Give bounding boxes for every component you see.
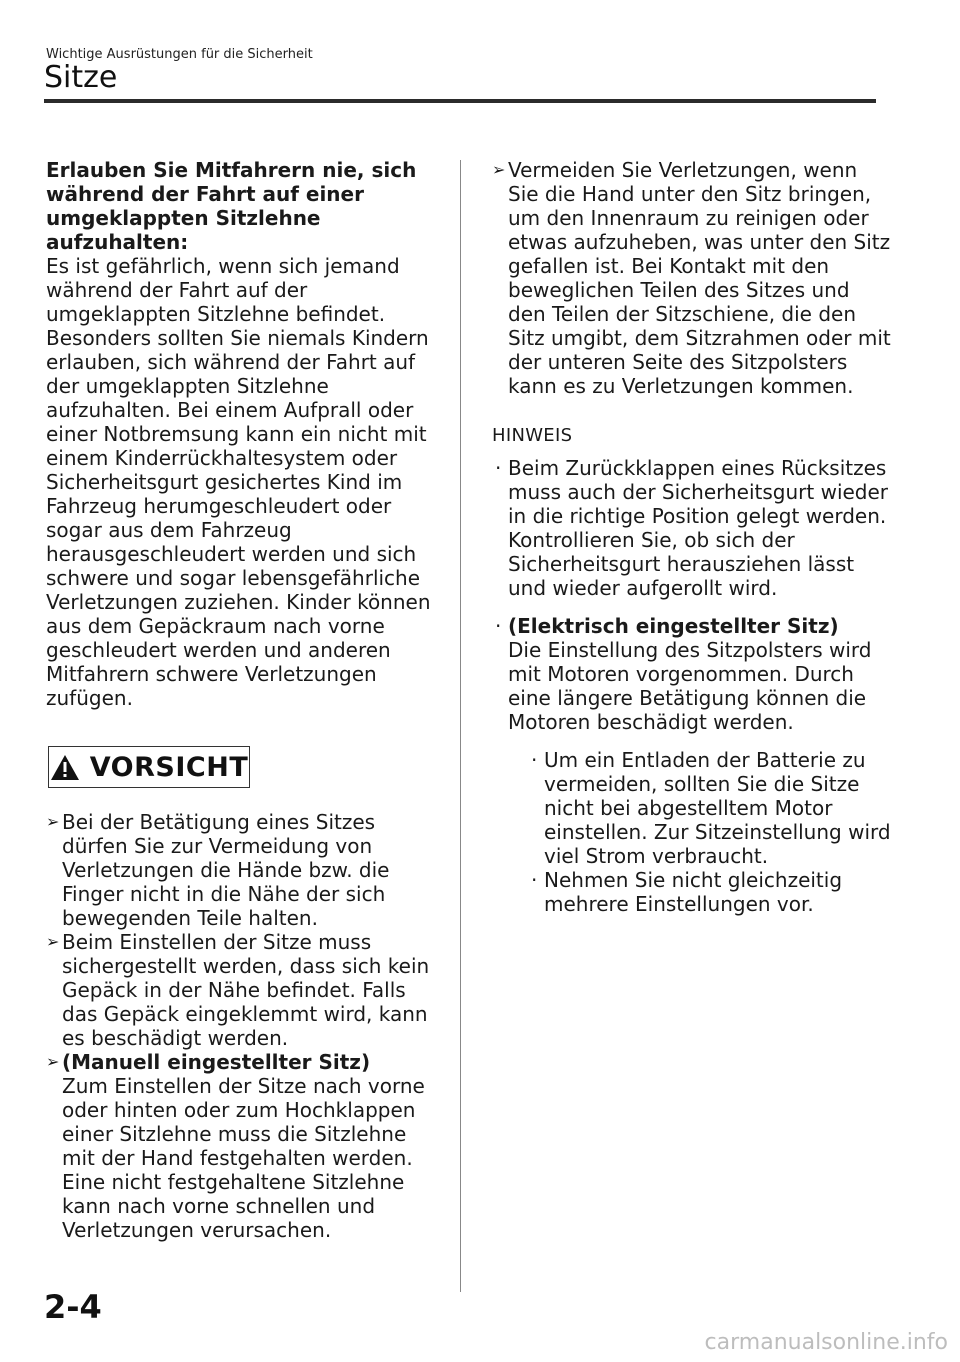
open-paren: ( [508,614,518,638]
note-label: HINWEIS [492,425,573,446]
warning-triangle-icon [50,754,80,781]
page-number: 2-4 [44,1288,102,1326]
electric-seat-heading: Elektrisch eingestellter Sitz [517,614,830,638]
left-column [46,158,441,1242]
open-paren: ( [62,1050,72,1074]
manual-seat-text: Zum Einstellen der Sitze nach vorne oder hinten oder zum Hochklappen einer Sitzlehne muss die Sitzlehne mit der Hand festgehalten werden. Eine nicht festgehaltene Sitzlehne kann nach vorne schnellen und Verletzungen verursachen. [62,1074,425,1242]
manual-seat-heading: Manuell eingestellter Sitz [71,1050,361,1074]
caution-item-text: Vermeiden Sie Verletzungen, wenn Sie die Hand unter den Sitz bringen, um den Innenraum zu reinigen oder etwas aufzuheben, was unter den Sitz gefallen ist. Bei Kontakt mit den beweglichen Teilen des Sitzes und den Teilen der Sitzschiene, die den Sitz umgibt, dem Sitzrahmen oder mit der unteren Seite des Sitzpolsters kann es zu Verletzungen kommen. [508,158,891,398]
caution-item-manual-seat [46,1050,441,1242]
arrow-bullet-icon: ➢ [46,812,60,831]
column-divider [460,160,461,1292]
dot-bullet-icon: · [531,748,538,772]
note-item-electric-seat [492,614,892,916]
page-title: Sitze [44,60,118,95]
close-paren: ) [360,1050,371,1074]
sub-item-text: Nehmen Sie nicht gleichzeitig mehrere Einstellungen vor. [544,868,843,916]
arrow-bullet-icon: ➢ [46,932,60,951]
sub-item [528,868,892,916]
sub-item [528,748,892,868]
electric-seat-text: Die Einstellung des Sitzpolsters wird mit Motoren vorgenommen. Durch eine längere Betätigung können die Motoren beschädigt werden. [508,638,872,734]
warning-heading: Erlauben Sie Mitfahrern nie, sich während der Fahrt auf einer umgeklappten Sitzlehne aufzuhalten: [46,158,417,254]
arrow-bullet-icon: ➢ [46,1052,60,1071]
dot-bullet-icon: · [495,456,502,480]
right-column [492,158,892,916]
dot-bullet-icon: · [531,868,538,892]
caution-item-text: Beim Einstellen der Sitze muss sichergestellt werden, dass sich kein Gepäck in der Nähe befindet. Falls das Gepäck eingeklemmt wird, kann es beschädigt werden. [62,930,430,1050]
caution-label: VORSICHT [89,751,249,783]
note-item-text: Beim Zurückklappen eines Rücksitzes muss auch der Sicherheitsgurt wieder in die richtige Position gelegt werden. Kontrollieren Sie, ob sich der Sicherheitsgurt herausziehen lässt und wieder aufgerollt wird. [508,456,889,600]
caution-item-text: Bei der Betätigung eines Sitzes dürfen Sie zur Vermeidung von Verletzungen die Hände bzw. die Finger nicht in die Nähe der sich bewegenden Teile halten. [62,810,390,930]
electric-seat-sublist [508,748,892,916]
warning-text: Es ist gefährlich, wenn sich jemand während der Fahrt auf der umgeklappten Sitzlehne befindet. Besonders sollten Sie niemals Kindern erlauben, sich während der Fahrt auf der umgeklappten Sitzlehne aufzuhalten. Bei einem Aufprall oder einer Notbremsung kann ein nicht mit einem Kinderrückhaltesystem oder Sicherheitsgurt gesichertes Kind im Fahrzeug herumgeschleudert oder sogar aus dem Fahrzeug herausgeschleudert werden und sich schwere und sogar lebensgefährliche Verletzungen zuziehen. Kinder können aus dem Gepäckraum nach vorne geschleudert werden und anderen Mitfahrern schwere Verletzungen zufügen. [46,254,431,710]
note-item [492,456,892,600]
caution-item [492,158,892,398]
section-subtitle: Wichtige Ausrüstungen für die Sicherheit [46,47,313,62]
caution-list [46,810,441,1242]
close-paren: ) [829,614,839,638]
caution-box [48,746,250,788]
sub-item-text: Um ein Entladen der Batterie zu vermeiden, sollten Sie die Sitze nicht bei abgestelltem Motor einstellen. Zur Sitzeinstellung wird viel Strom verbraucht. [544,748,891,868]
caution-item [46,930,441,1050]
watermark: carmanualsonline.info [704,1330,948,1355]
header-rule [44,99,876,103]
arrow-bullet-icon: ➢ [492,160,506,179]
dot-bullet-icon: · [495,614,502,638]
caution-item [46,810,441,930]
